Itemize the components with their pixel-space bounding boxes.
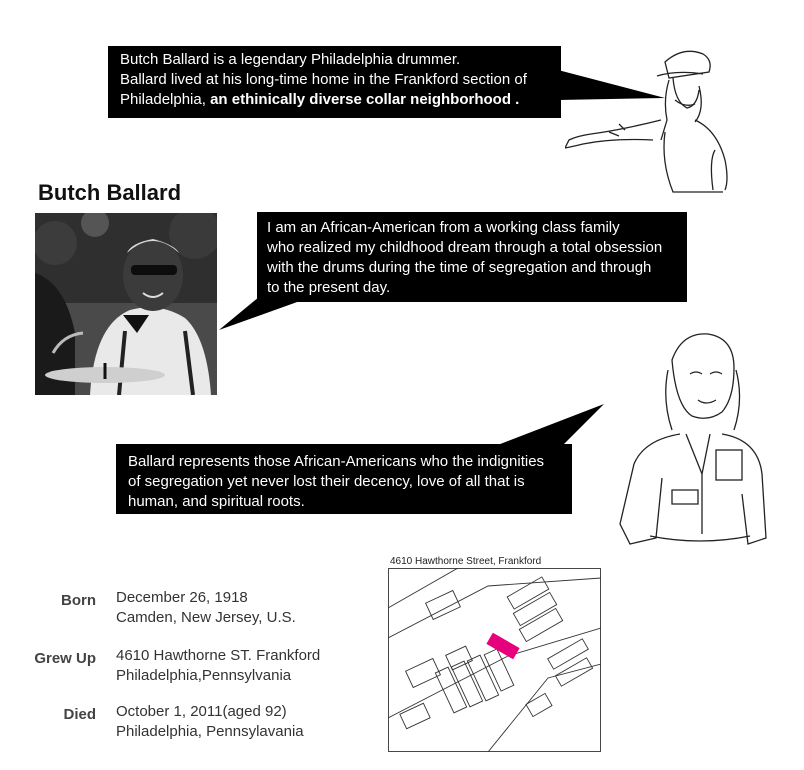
born-label: Born (61, 592, 96, 609)
quote-line-1: I am an African-American from a working class family (267, 219, 620, 236)
map-highlight-building (487, 633, 519, 658)
quote-line-4: to the present day. (267, 279, 391, 296)
map-caption: 4610 Hawthorne Street, Frankford (390, 556, 542, 567)
figure-jacket-illustration (610, 330, 770, 560)
died-date: October 1, 2011(aged 92) (116, 703, 287, 720)
portrait-photo (35, 213, 217, 395)
intro-line-3 (120, 90, 561, 110)
grewup-address: 4610 Hawthorne ST. Frankford (116, 647, 321, 664)
grewup-city: Philadelphia,Pennsylvania (116, 667, 292, 684)
legacy-bubble (116, 444, 572, 514)
born-date: December 26, 1918 (116, 589, 248, 606)
intro-line-3-bold: an ethinically diverse collar neighborhood . (210, 91, 520, 108)
legacy-line-2: of segregation yet never lost their decency, love of all that is (128, 473, 525, 490)
legacy-line-3: human, and spiritual roots. (128, 493, 305, 510)
figure-cap-illustration (565, 40, 765, 210)
intro-bubble (108, 46, 561, 118)
intro-line-3-prefix: Philadelphia, (120, 91, 211, 108)
grewup-label: Grew Up (34, 650, 96, 667)
quote-line-3: with the drums during the time of segregation and through (267, 259, 652, 276)
intro-line-1: Butch Ballard is a legendary Philadelphia drummer. (120, 51, 461, 68)
intro-line-2: Ballard lived at his long-time home in the Frankford section of (120, 71, 527, 88)
quote-bubble (257, 212, 687, 302)
died-label: Died (63, 706, 96, 723)
page-title: Butch Ballard (38, 180, 182, 205)
died-place: Philadelphia, Pennsylavania (116, 723, 304, 740)
bubble-tail-3 (470, 400, 610, 450)
legacy-line-1: Ballard represents those African-Americans who the indignities (128, 453, 545, 470)
quote-line-2: who realized my childhood dream through a total obsession (267, 239, 663, 256)
street-map (388, 568, 601, 752)
born-place: Camden, New Jersey, U.S. (116, 609, 296, 626)
